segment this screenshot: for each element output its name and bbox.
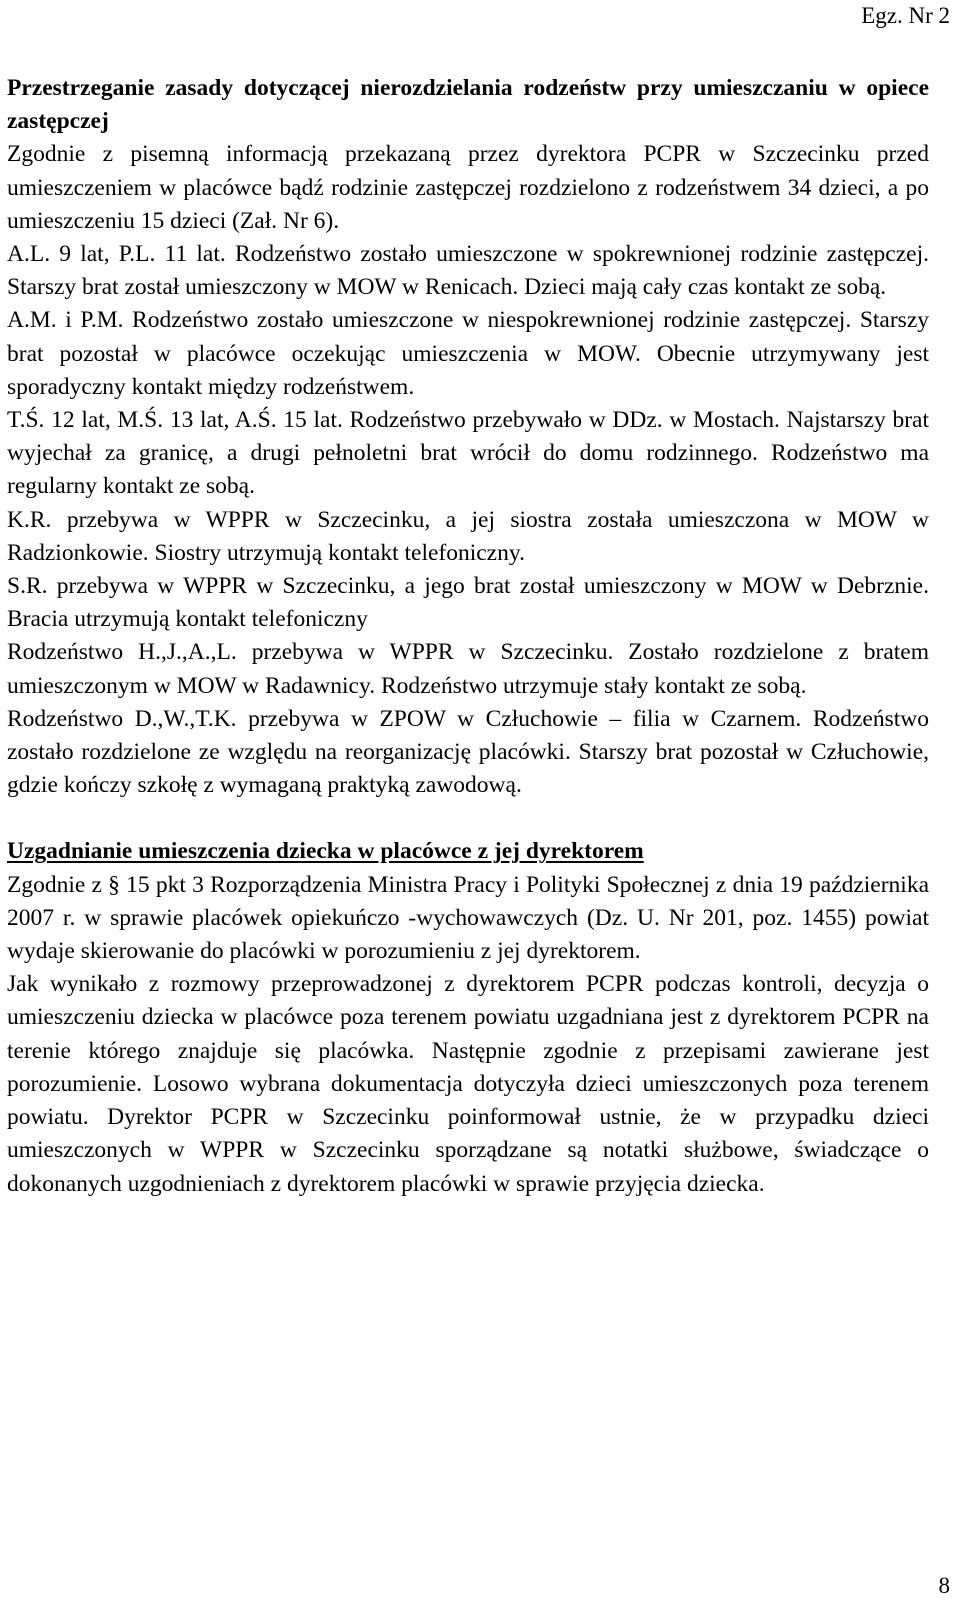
section-spacer: [7, 802, 929, 835]
section-heading-placement: Uzgadnianie umieszczenia dziecka w placówce z jej dyrektorem: [7, 838, 644, 865]
paragraph: T.Ś. 12 lat, M.Ś. 13 lat, A.Ś. 15 lat. Rodzeństwo przebywało w DDz. w Mostach. Najstarszy brat wyjechał za granicę, a drugi pełnoletni brat wrócił do domu rodzinnego. Rodzeństwo ma regularny kontakt ze sobą.: [7, 407, 929, 500]
paragraph: S.R. przebywa w WPPR w Szczecinku, a jego brat został umieszczony w MOW w Debrznie. Bracia utrzymują kontakt telefoniczny: [7, 573, 929, 633]
paragraph: A.L. 9 lat, P.L. 11 lat. Rodzeństwo zostało umieszczone w spokrewnionej rodzinie zastępczej. Starszy brat został umieszczony w MOW w Renicach. Dzieci mają cały czas kontakt ze sobą.: [7, 241, 929, 301]
paragraph: Rodzeństwo H.,J.,A.,L. przebywa w WPPR w Szczecinku. Zostało rozdzielone z bratem umieszczonym w MOW w Radawnicy. Rodzeństwo utrzymuje stały kontakt ze sobą.: [7, 639, 929, 699]
paragraph: K.R. przebywa w WPPR w Szczecinku, a jej siostra została umieszczona w MOW w Radzionkowie. Siostry utrzymują kontakt telefoniczny.: [7, 506, 929, 566]
document-body: [7, 72, 929, 1201]
copy-number: Egz. Nr 2: [861, 3, 950, 28]
paragraph: A.M. i P.M. Rodzeństwo zostało umieszczone w niespokrewnionej rodzinie zastępczej. Starszy brat pozostał w placówce oczekując umieszczenia w MOW. Obecnie utrzymywany jest sporadyczny kontakt między rodzeństwem.: [7, 307, 929, 400]
section-heading-siblings: Przestrzeganie zasady dotyczącej nierozdzielania rodzeństw przy umieszczaniu w opiece zastępczej: [7, 75, 929, 135]
paragraph: Zgodnie z § 15 pkt 3 Rozporządzenia Ministra Pracy i Polityki Społecznej z dnia 19 października 2007 r. w sprawie placówek opiekuńczo -wychowawczych (Dz. U. Nr 201, poz. 1455) powiat wydaje skierowanie do placówki w porozumieniu z jej dyrektorem.: [7, 871, 929, 965]
paragraph: Zgodnie z pisemną informacją przekazaną przez dyrektora PCPR w Szczecinku przed umieszczeniem w placówce bądź rodzinie zastępczej rozdzielono z rodzeństwem 34 dzieci, a po umieszczeniu 15 dzieci (Zał. Nr 6).: [7, 141, 929, 234]
paragraph: Jak wynikało z rozmowy przeprowadzonej z dyrektorem PCPR podczas kontroli, decyzja o umieszczeniu dziecka w placówce poza terenem powiatu uzgadniana jest z dyrektorem PCPR na terenie którego znajduje się placówka. Następnie zgodnie z przepisami zawierane jest porozumienie. Losowo wybrana dokumentacja dotyczyła dzieci umieszczonych poza terenem powiatu. Dyrektor PCPR w Szczecinku poinformował ustnie, że w przypadku dzieci umieszczonych w WPPR w Szczecinku sporządzane są notatki służbowe, świadczące o dokonanych uzgodnieniach z dyrektorem placówki w sprawie przyjęcia dziecka.: [7, 971, 929, 1197]
paragraph: Rodzeństwo D.,W.,T.K. przebywa w ZPOW w Człuchowie – filia w Czarnem. Rodzeństwo zostało rozdzielone ze względu na reorganizację placówki. Starszy brat pozostał w Człuchowie, gdzie kończy szkołę z wymaganą praktyką zawodową.: [7, 705, 929, 799]
page-number: 8: [938, 1573, 950, 1598]
